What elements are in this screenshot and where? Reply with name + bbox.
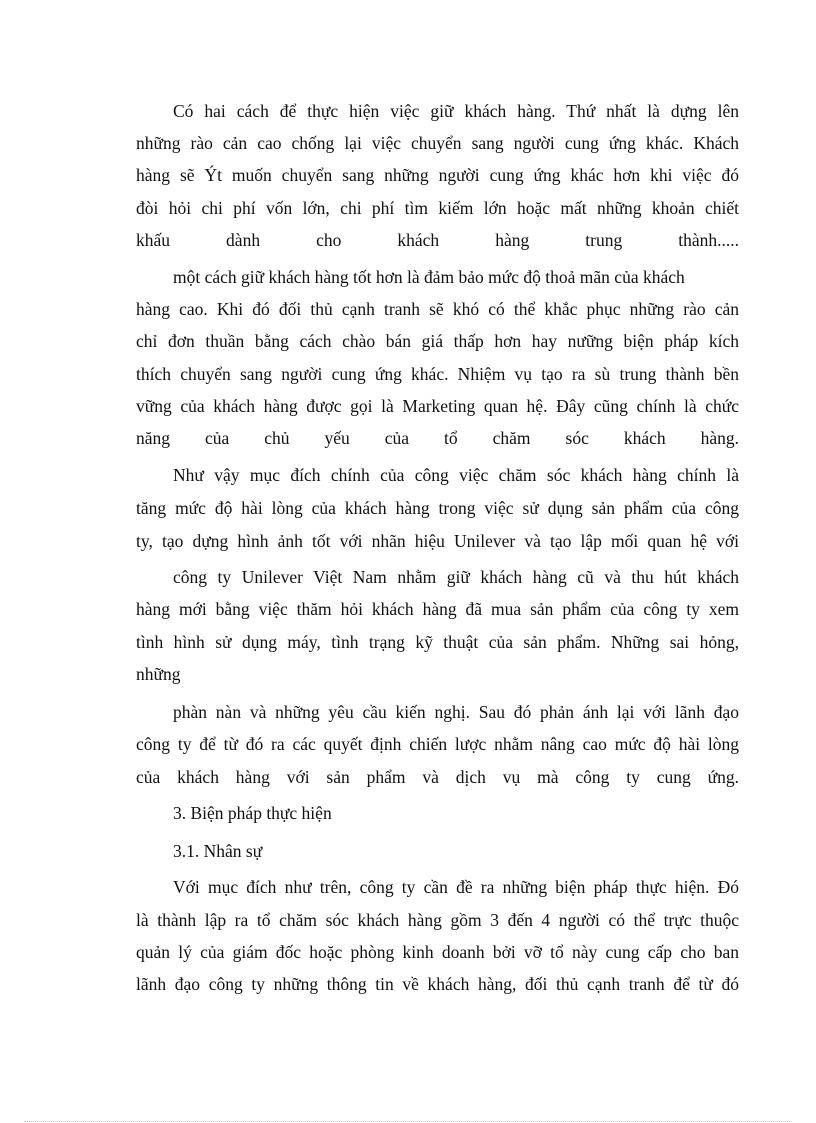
paragraph-line: đòi hỏi chi phí vốn lớn, chi phí tìm kiếm lớn hoặc mất những khoản chiết xyxy=(136,198,739,218)
paragraph-line: công ty Unilever Việt Nam nhằm giữ khách hàng cũ và thu hút khách xyxy=(173,567,739,587)
paragraph-line: quản lý của giám đốc hoặc phòng kinh doanh bởi vỡ tổ này cung cấp cho ban xyxy=(136,942,739,962)
paragraph-line: chỉ đơn thuần bằng cách chào bán giá thấp hơn hay nưững biện pháp kích xyxy=(136,331,739,351)
paragraph-line: hàng sẽ Ýt muốn chuyển sang những người cung ứng khác hơn khi việc đó xyxy=(136,165,739,185)
paragraph-line: thích chuyển sang người cung ứng khác. Nhiệm vụ tạo ra sù trung thành bền xyxy=(136,364,739,384)
paragraph-line: vững của khách hàng được gọi là Marketing quan hệ. Đây cũng chính là chức xyxy=(136,396,739,416)
page-bottom-rule xyxy=(24,1121,792,1122)
paragraph-line: công ty để từ đó ra các quyết định chiến lược nhằm nâng cao mức độ hài lòng xyxy=(136,734,739,754)
paragraph-line: hàng mới bằng việc thăm hỏi khách hàng đã mua sản phẩm của công ty xem xyxy=(136,599,739,619)
paragraph-line: ty, tạo dựng hình ảnh tốt với nhãn hiệu Unilever và tạo lập mối quan hệ với xyxy=(136,531,739,551)
paragraph-line: tình hình sử dụng máy, tình trạng kỹ thuật của sản phẩm. Những sai hỏng, xyxy=(136,632,739,652)
paragraph-line: năng của chủ yếu của tổ chăm sóc khách hàng. xyxy=(136,428,739,448)
paragraph-line: tăng mức độ hài lòng của khách hàng trong việc sử dụng sản phẩm của công xyxy=(136,498,739,518)
paragraph-line: phàn nàn và những yêu cầu kiến nghị. Sau đó phản ánh lại với lãnh đạo xyxy=(173,702,739,722)
paragraph-line: của khách hàng với sản phẩm và dịch vụ mà công ty cung ứng. xyxy=(136,767,739,787)
paragraph-line: Với mục đích như trên, công ty cần đề ra những biện pháp thực hiện. Đó xyxy=(173,877,739,897)
paragraph-line: Như vậy mục đích chính của công việc chăm sóc khách hàng chính là xyxy=(173,465,739,485)
paragraph-line: một cách giữ khách hàng tốt hơn là đảm bảo mức độ thoả mãn của khách xyxy=(173,267,685,287)
paragraph-line: những rào cản cao chống lại việc chuyển sang người cung ứng khác. Khách xyxy=(136,133,739,153)
paragraph-line: Có hai cách để thực hiện việc giữ khách hàng. Thứ nhất là dựng lên xyxy=(173,101,739,121)
paragraph-line: khấu dành cho khách hàng trung thành..... xyxy=(136,230,739,250)
paragraph-line: những xyxy=(136,664,181,684)
paragraph-line: là thành lập ra tổ chăm sóc khách hàng gồm 3 đến 4 người có thể trực thuộc xyxy=(136,910,739,930)
paragraph-line: hàng cao. Khi đó đối thủ cạnh tranh sẽ khó có thể khắc phục những rào cản xyxy=(136,299,739,319)
section-heading: 3. Biện pháp thực hiện xyxy=(173,803,332,823)
paragraph-line: lãnh đạo công ty những thông tin về khách hàng, đối thủ cạnh tranh để từ đó xyxy=(136,974,739,994)
subsection-heading: 3.1. Nhân sự xyxy=(173,841,263,861)
